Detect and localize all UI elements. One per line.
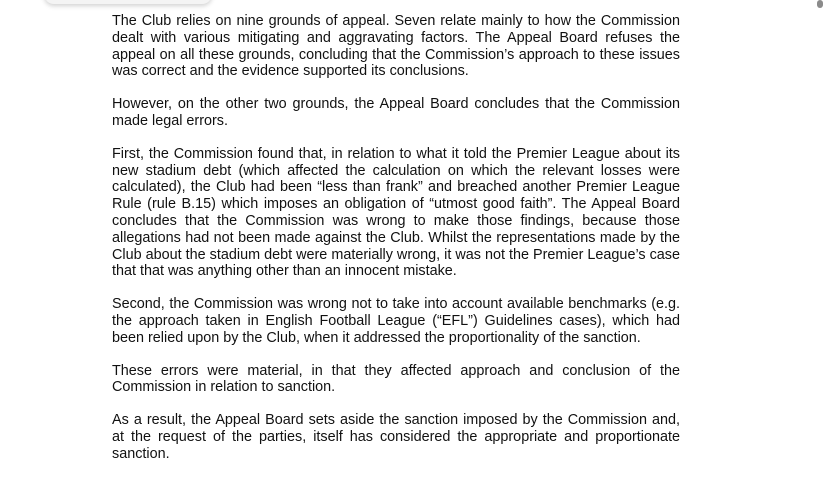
paragraph-grounds-of-appeal: The Club relies on nine grounds of appeal. Seven relate mainly to how the Commission dealt with various mitigating and aggravating factors. The Appeal Board refuses the appeal on all these grounds, concluding that the Commission’s approach to these issues was correct and the evidence supported its conclusions. [112, 13, 680, 80]
vertical-scrollbar[interactable] [812, 0, 828, 470]
paragraph-legal-errors: However, on the other two grounds, the Appeal Board concludes that the Commission made legal errors. [112, 96, 680, 129]
paragraph-first-error: First, the Commission found that, in relation to what it told the Premier League about its new stadium debt (which affected the calculation on which the relevant losses were calculated), the Club had been “less than frank” and breached another Premier League Rule (rule B.15) which imposes an obligation of “utmost good faith”. The Appeal Board concludes that the Commission was wrong to make those findings, because those allegations had not been made against the Club. Whilst the representations made by the Club about the stadium debt were materially wrong, it was not the Premier League’s case that that was anything other than an innocent mistake. [112, 145, 680, 280]
document-body [112, 13, 680, 479]
top-tab-shadow [44, 0, 212, 4]
paragraph-material-errors: These errors were material, in that they affected approach and conclusion of the Commission in relation to sanction. [112, 362, 680, 396]
paragraph-result: As a result, the Appeal Board sets aside the sanction imposed by the Commission and, at the request of the parties, itself has considered the appropriate and proportionate sanction. [112, 412, 680, 462]
scrollbar-thumb[interactable] [817, 0, 823, 8]
paragraph-second-error: Second, the Commission was wrong not to take into account available benchmarks (e.g. the approach taken in English Football League (“EFL”) Guidelines cases), which had been relied upon by the Club, when it addressed the proportionality of the sanction. [112, 296, 680, 346]
